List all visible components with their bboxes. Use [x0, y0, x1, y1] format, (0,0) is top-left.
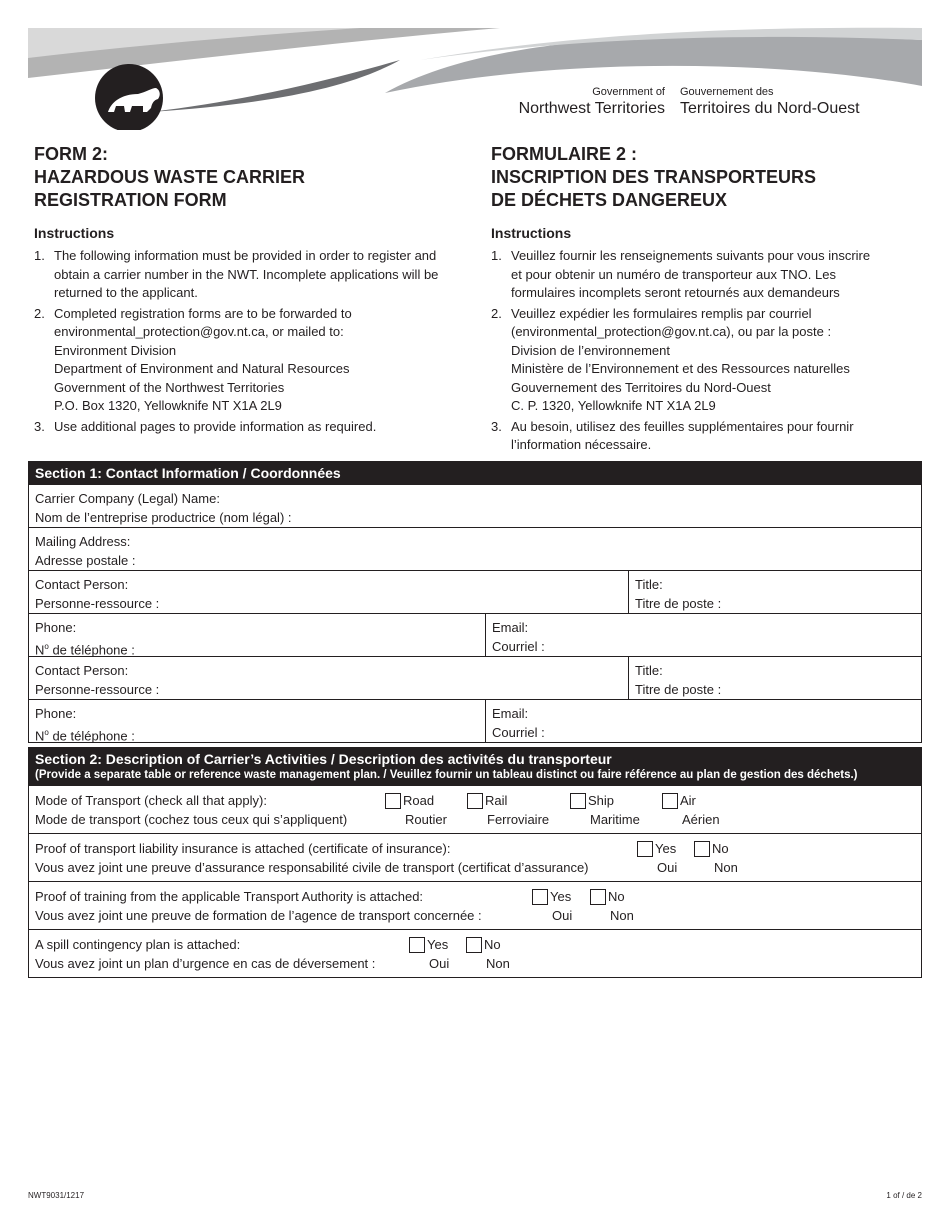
- field-label: Titre de poste :: [635, 596, 722, 611]
- phone-row-1: [29, 613, 921, 656]
- field-label: Courriel :: [492, 725, 545, 740]
- instruction-line: returned to the applicant.: [54, 285, 198, 300]
- company-name-row: [29, 484, 921, 527]
- instruction-item: [34, 305, 474, 416]
- option-label-en: Ship: [588, 793, 615, 808]
- mode-of-transport-row: [29, 785, 921, 833]
- french-intro: [491, 143, 911, 457]
- option-label-fr: Oui: [429, 955, 450, 971]
- phone-field[interactable]: [29, 700, 485, 742]
- title-line: FORM 2:: [34, 144, 108, 164]
- instructions-list: [34, 247, 474, 436]
- title-field[interactable]: [628, 571, 921, 613]
- option-label-en: Rail: [485, 793, 508, 808]
- instruction-line: Au besoin, utilisez des feuilles supplémentaires pour fournir: [511, 418, 854, 434]
- training-row: [29, 881, 921, 929]
- section-contact-information: [28, 461, 922, 743]
- instruction-number: 1.: [491, 248, 502, 263]
- field-label: Title:: [635, 663, 663, 678]
- option-label-en: Yes: [655, 841, 677, 856]
- label-part: N: [35, 642, 45, 658]
- instruction-line: Completed registration forms are to be forwarded to: [54, 305, 352, 321]
- field-label: Email:: [492, 706, 529, 721]
- option-label-en: Air: [680, 793, 696, 808]
- gov-fr-big: Territoires du Nord-Ouest: [680, 100, 860, 117]
- title-line: DE DÉCHETS DANGEREUX: [491, 190, 728, 210]
- option-label-fr: Oui: [657, 859, 678, 875]
- instruction-line: Environment Division: [54, 342, 177, 358]
- option-label-fr: Non: [610, 907, 634, 923]
- instruction-number: 3.: [491, 418, 502, 434]
- option-label-fr: Routier: [405, 811, 447, 827]
- air-checkbox[interactable]: [662, 793, 678, 809]
- field-label: Title:: [635, 577, 663, 592]
- yes-checkbox[interactable]: [409, 937, 425, 953]
- option-label-fr: Non: [714, 859, 738, 875]
- field-label: Courriel :: [492, 639, 545, 654]
- section-carrier-activities: [28, 747, 922, 978]
- instruction-line: Division de l’environnement: [511, 342, 670, 358]
- road-checkbox[interactable]: [385, 793, 401, 809]
- gov-name-english: [519, 86, 665, 118]
- option-label-fr: Non: [486, 955, 510, 971]
- section-1-heading: Section 1: Contact Information / Coordonnées: [29, 462, 921, 484]
- title-line: FORMULAIRE 2 :: [491, 144, 637, 164]
- instruction-number: 1.: [34, 248, 45, 263]
- option-label-fr: Ferroviaire: [487, 811, 550, 827]
- no-checkbox[interactable]: [466, 937, 482, 953]
- instruction-line: Department of Environment and Natural Resources: [54, 361, 350, 376]
- no-checkbox[interactable]: [694, 841, 710, 857]
- instruction-item: [491, 247, 911, 303]
- page-number: 1 of / de 2: [886, 1191, 922, 1200]
- field-label: Contact Person:: [35, 577, 129, 592]
- label-part: de téléphone :: [48, 728, 135, 744]
- option-label-en: Yes: [427, 937, 449, 952]
- yes-checkbox[interactable]: [532, 889, 548, 905]
- gov-en-big: Northwest Territories: [518, 100, 665, 117]
- email-link[interactable]: (environmental_protection@gov.nt.ca), ou par la poste :: [511, 324, 832, 339]
- option-label-en: No: [712, 841, 729, 856]
- mailing-address-field[interactable]: [29, 528, 921, 570]
- contact-row-1: [29, 570, 921, 613]
- question-fr: Vous avez joint un plan d’urgence en cas de déversement :: [35, 955, 376, 971]
- email-field[interactable]: [485, 700, 921, 742]
- question-en: Proof of training from the applicable Transport Authority is attached:: [35, 889, 424, 904]
- yes-checkbox[interactable]: [637, 841, 653, 857]
- label-part: de téléphone :: [48, 642, 135, 658]
- field-label: Email:: [492, 620, 529, 635]
- polar-bear-icon: [95, 64, 163, 130]
- field-label: Mailing Address:: [35, 534, 131, 549]
- gov-name-french: [680, 86, 860, 118]
- company-name-field[interactable]: [29, 485, 921, 527]
- phone-row-2: [29, 699, 921, 742]
- question-fr: Vous avez joint une preuve de formation de l’agence de transport concernée :: [35, 907, 482, 923]
- question-label: [35, 936, 375, 973]
- contact-person-field[interactable]: [29, 657, 628, 699]
- field-label: Nom de l’entreprise productrice (nom légal) :: [35, 510, 292, 525]
- question-label: [35, 792, 347, 829]
- field-label: Personne-ressource :: [35, 682, 160, 697]
- title-line: INSCRIPTION DES TRANSPORTEURS: [491, 167, 817, 187]
- option-label-fr: Aérien: [682, 811, 720, 827]
- question-fr: Mode de transport (cochez tous ceux qui s’appliquent): [35, 811, 348, 827]
- instruction-number: 3.: [34, 418, 45, 434]
- spill-plan-row: [29, 929, 921, 977]
- field-label: Adresse postale :: [35, 553, 136, 568]
- option-label-en: No: [608, 889, 625, 904]
- instruction-line: C. P. 1320, Yellowknife NT X1A 2L9: [511, 398, 716, 413]
- title-line: REGISTRATION FORM: [34, 190, 227, 210]
- question-en: A spill contingency plan is attached:: [35, 937, 241, 952]
- field-label: Phone:: [35, 706, 77, 721]
- field-label: Contact Person:: [35, 663, 129, 678]
- option-label-en: No: [484, 937, 501, 952]
- section-2-heading: [29, 748, 921, 785]
- option-label-en: Yes: [550, 889, 572, 904]
- label-superscript: o: [44, 642, 49, 651]
- title-field[interactable]: [628, 657, 921, 699]
- instruction-line: formulaires incomplets seront retournés aux demandeurs: [511, 285, 840, 300]
- form-code: NWT9031/1217: [28, 1191, 85, 1200]
- gov-fr-small: Gouvernement des: [680, 86, 774, 98]
- option-label-en: Road: [403, 793, 435, 808]
- instruction-item: [34, 418, 474, 437]
- email-field[interactable]: [485, 614, 921, 656]
- instruction-item: [491, 305, 911, 416]
- option-label-fr: Oui: [552, 907, 573, 923]
- label-superscript: o: [44, 728, 49, 737]
- instruction-item: [34, 247, 474, 303]
- instruction-item: [491, 418, 911, 455]
- field-label: Carrier Company (Legal) Name:: [35, 491, 220, 506]
- instruction-number: 2.: [34, 305, 45, 321]
- instructions-list: [491, 247, 911, 455]
- form-title-french: [491, 143, 911, 212]
- instruction-line: obtain a carrier number in the NWT. Incomplete applications will be: [54, 266, 439, 282]
- instruction-line: l’information nécessaire.: [511, 437, 652, 452]
- option-label-fr: Maritime: [590, 811, 640, 827]
- question-label: [35, 888, 482, 925]
- title-line: HAZARDOUS WASTE CARRIER: [34, 167, 306, 187]
- question-en: Mode of Transport (check all that apply):: [35, 793, 267, 808]
- field-label-fr: [35, 723, 479, 745]
- email-link[interactable]: environmental_protection@gov.nt.ca, or mailed to:: [54, 324, 344, 339]
- label-part: N: [35, 728, 45, 744]
- insurance-row: [29, 833, 921, 881]
- instruction-number: 2.: [491, 305, 502, 321]
- instruction-line: Gouvernement des Territoires du Nord-Ouest: [511, 379, 771, 395]
- instruction-line: et pour obtenir un numéro de transporteur aux TNO. Les: [511, 266, 836, 282]
- section-2-subtitle: (Provide a separate table or reference waste management plan. / Veuillez fournir un tableau distinct ou faire référence au plan de gestion des déchets.): [35, 769, 858, 781]
- instruction-line: Veuillez fournir les renseignements suivants pour vous inscrire: [511, 248, 871, 263]
- english-intro: [34, 143, 474, 438]
- question-fr: Vous avez joint une preuve d’assurance responsabilité civile de transport (certificat d’assurance): [35, 859, 589, 875]
- instruction-line: P.O. Box 1320, Yellowknife NT X1A 2L9: [54, 398, 282, 413]
- question-label: [35, 840, 589, 877]
- contact-person-field[interactable]: [29, 571, 628, 613]
- mailing-address-row: [29, 527, 921, 570]
- instructions-heading: Instructions: [34, 225, 115, 241]
- field-label: Personne-ressource :: [35, 596, 160, 611]
- instruction-line: Veuillez expédier les formulaires remplis par courriel: [511, 305, 812, 321]
- field-label: Phone:: [35, 620, 77, 635]
- gov-en-small: Government of: [592, 86, 665, 98]
- phone-field[interactable]: [29, 614, 485, 656]
- form-title-english: [34, 143, 474, 212]
- instruction-line: Government of the Northwest Territories: [54, 379, 285, 395]
- instruction-line: Use additional pages to provide information as required.: [54, 418, 377, 434]
- ship-checkbox[interactable]: [570, 793, 586, 809]
- instruction-line: The following information must be provided in order to register and: [54, 248, 437, 263]
- instruction-line: Ministère de l’Environnement et des Ressources naturelles: [511, 361, 850, 376]
- field-label: Titre de poste :: [635, 682, 722, 697]
- field-label-fr: [35, 637, 479, 659]
- rail-checkbox[interactable]: [467, 793, 483, 809]
- section-2-title: Section 2: Description of Carrier’s Activities / Description des activités du transporteur: [35, 751, 612, 767]
- question-en: Proof of transport liability insurance is attached (certificate of insurance):: [35, 841, 451, 856]
- no-checkbox[interactable]: [590, 889, 606, 905]
- contact-row-2: [29, 656, 921, 699]
- instructions-heading: Instructions: [491, 225, 572, 241]
